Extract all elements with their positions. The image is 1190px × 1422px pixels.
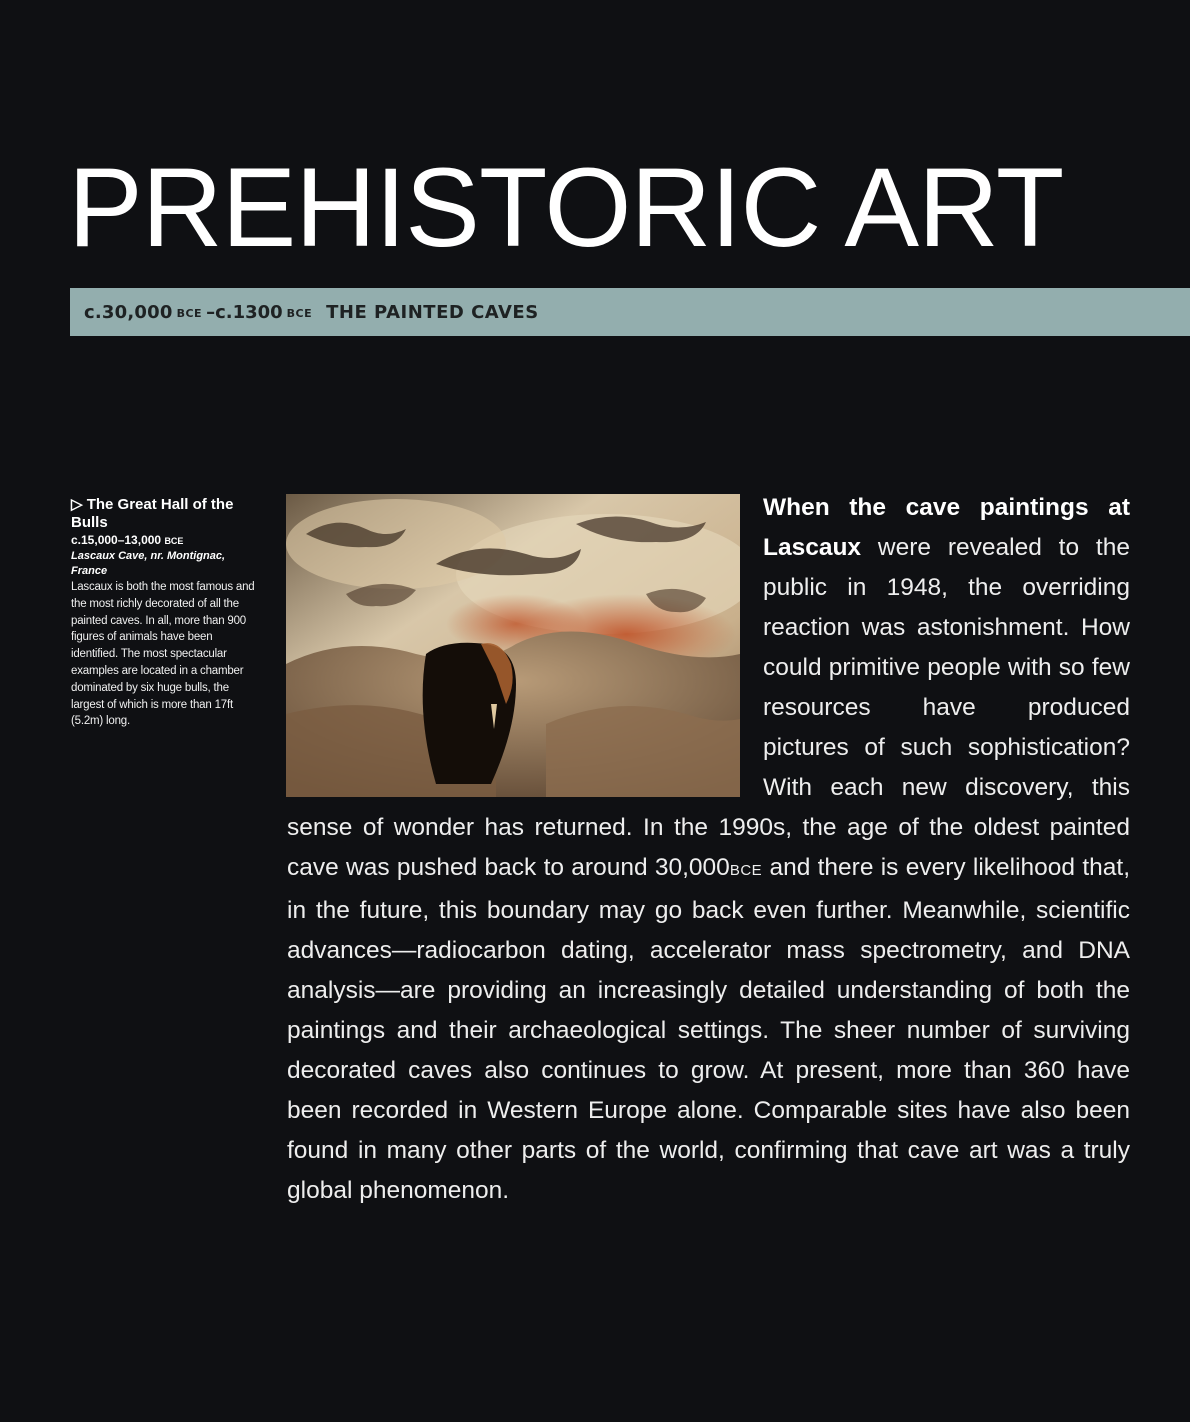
image-caption (71, 496, 257, 730)
band-end-era: BCE (286, 306, 313, 320)
band-end-date: c.1300 (215, 301, 283, 323)
band-date-separator: – (206, 301, 216, 323)
image-wrap-spacer (287, 488, 763, 800)
article-text-part-1: were revealed to the public in 1948, the overriding reaction was astonishment. How could primitive people with so few resources have produced pictures of such sophistication? With each new discovery, this sense of wonder has returned. In the 1990s, the age of the oldest painted cave was pushed back to around 30,000 (287, 534, 1130, 881)
chapter-band (70, 288, 1190, 336)
band-section-title: THE PAINTED CAVES (326, 301, 539, 323)
caption-title: The Great Hall of the Bulls (71, 496, 234, 531)
page-title: PREHISTORIC ART (68, 145, 1064, 270)
band-start-era: BCE (176, 306, 203, 320)
caption-title-line (71, 496, 257, 532)
caption-location: Lascaux Cave, nr. Montignac, France (71, 550, 226, 577)
article-era: BCE (729, 862, 763, 879)
band-start-date: c.30,000 (84, 301, 173, 323)
caption-body: Lascaux is both the most famous and the most richly decorated of all the painted caves. In all, more than 900 figures of animals have been identified. The most spectacular examples are located in a chamber dominated by six huge bulls, the largest of which is more than 17ft (5.2m) long. (71, 581, 255, 728)
caption-date-era: BCE (164, 536, 184, 546)
caption-date-line (71, 533, 257, 549)
caption-date: c.15,000–13,000 (71, 533, 162, 547)
article-lead: When the cave paintings at Lascaux (763, 494, 1130, 561)
caption-marker-icon: ▷ (71, 496, 83, 513)
article-body (287, 488, 1130, 1211)
article-text-part-2: and there is every likelihood that, in the future, this boundary may go back even further. Meanwhile, scientific advances—radiocarbon dating, accelerator mass spectrometry, and DNA analysis—are providing an increasingly detailed understanding of both the paintings and their archaeological settings. The sheer number of surviving decorated caves also continues to grow. At present, more than 360 have been recorded in Western Europe alone. Comparable sites have also been found in many other parts of the world, confirming that cave art was a truly global phenomenon. (287, 854, 1130, 1204)
